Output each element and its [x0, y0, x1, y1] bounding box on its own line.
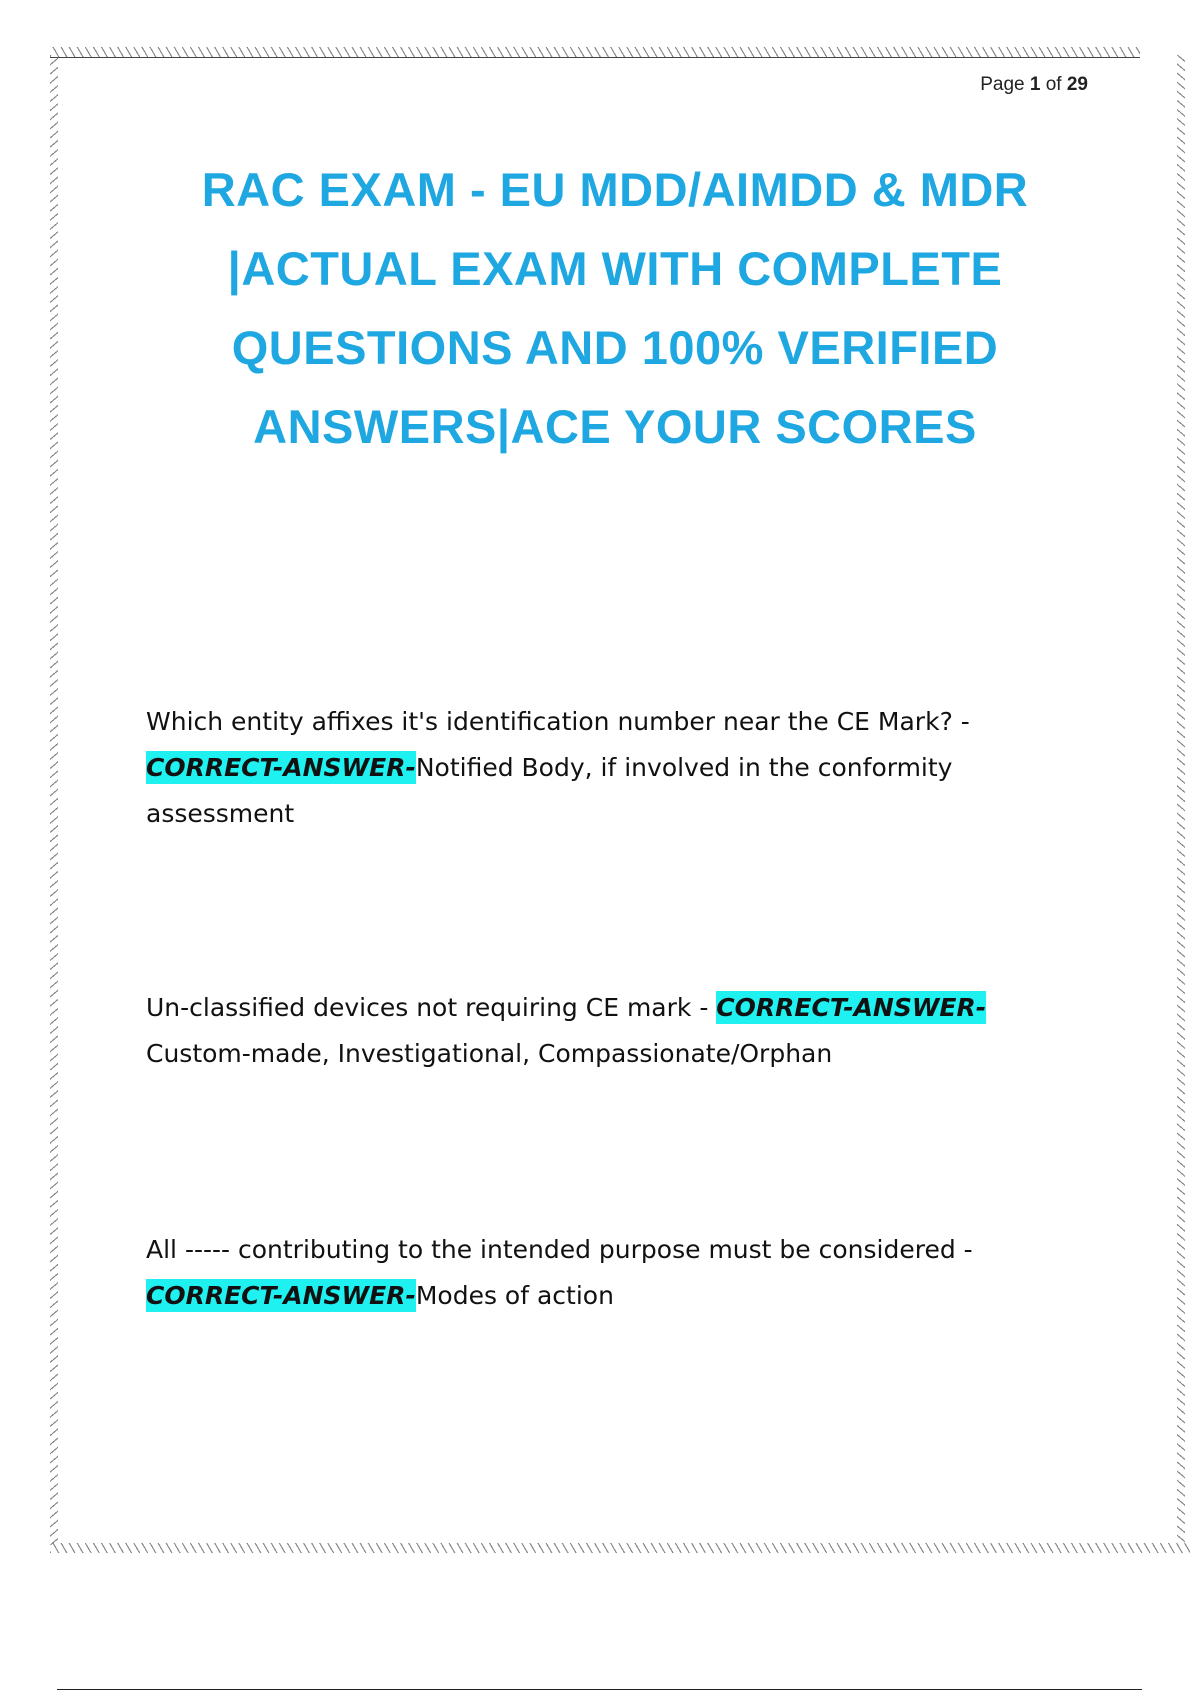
page-of: of: [1045, 74, 1062, 95]
correct-answer-tag: CORRECT-ANSWER-: [716, 993, 987, 1022]
correct-answer-tag: CORRECT-ANSWER-: [146, 753, 416, 782]
question-text: Which entity affixes it's identification number near the CE Mark? -: [146, 707, 970, 736]
question-text: Un-classified devices not requiring CE mark -: [146, 993, 709, 1022]
page-prefix: Page: [980, 74, 1025, 95]
answer-text: Custom-made, Investigational, Compassionate/Orphan: [146, 1039, 833, 1068]
page-border-right: [1177, 55, 1185, 1545]
document-title: [120, 150, 1110, 466]
answer-text: Notified Body, if involved in the conformity assessment: [146, 753, 953, 828]
question-text: All ----- contributing to the intended purpose must be considered -: [146, 1235, 973, 1264]
page-current: 1: [1029, 74, 1041, 95]
qa-item: [146, 1227, 1036, 1319]
footer-rule: [57, 1689, 1142, 1690]
title-line-1: RAC EXAM - EU MDD/AIMDD & MDR: [201, 163, 1029, 216]
correct-answer-tag: CORRECT-ANSWER-: [146, 1281, 416, 1310]
page-border-top: [50, 47, 1140, 58]
title-line-3: QUESTIONS AND 100% VERIFIED: [231, 321, 999, 374]
qa-item: [146, 699, 1036, 837]
page-border-bottom: [50, 1543, 1190, 1553]
title-line-2: |ACTUAL EXAM WITH COMPLETE: [227, 242, 1003, 295]
page-number: [980, 74, 1088, 96]
page-total: 29: [1066, 74, 1088, 95]
qa-item: [146, 985, 1036, 1077]
page-border-left: [50, 55, 58, 1545]
answer-text: Modes of action: [415, 1281, 614, 1310]
title-line-4: ANSWERS|ACE YOUR SCORES: [253, 400, 977, 453]
